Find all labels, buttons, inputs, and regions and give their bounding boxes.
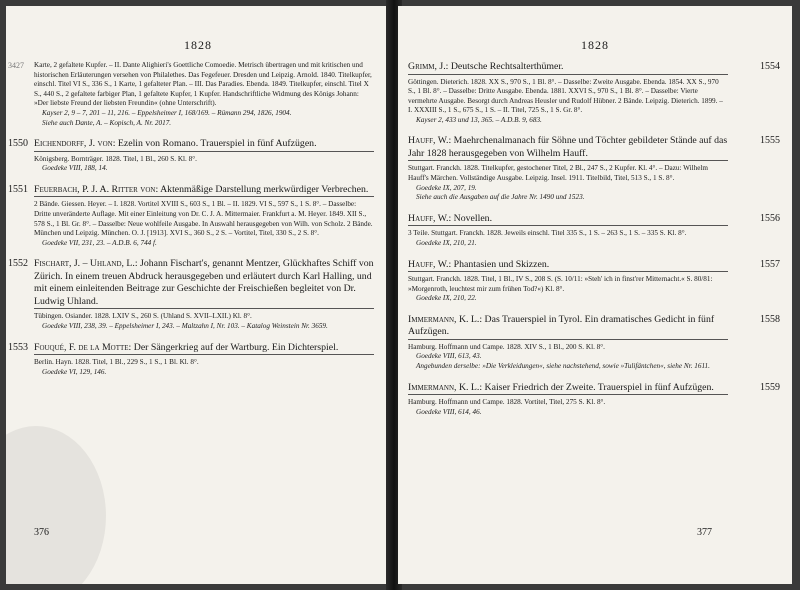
- catalog-entry: [408, 212, 780, 249]
- entry-ref: Goedeke VIII, 613, 43.: [416, 352, 482, 361]
- entry-body: Stuttgart. Franckh. 1828. Titel, 1 Bl., IV S., 208 S. (S. 10/11: »Steh' ich in finst'rer Mitternacht.« S. 80/81: »Morgenroth, leuchtest mir zum frühen Tod?«) Kl. 8°.: [408, 275, 713, 293]
- entry-title: [34, 342, 374, 356]
- entry-ref: Angebunden derselbe: »Die Verkleidungen«, siehe nachstehend, sowie »Tulifäntchen«, siehe Nr. 1611.: [416, 362, 710, 370]
- entry-title: [408, 259, 728, 273]
- entry-author: Fouqué, F. de la Motte:: [34, 341, 132, 353]
- page-number: 376: [34, 527, 49, 538]
- page-content: [408, 61, 780, 427]
- catalog-entry: [408, 61, 780, 125]
- entry-title-text: Johann Fischart's, genannt Mentzer, Glückhaftes Schiff von Zürich. In einem treuen Abdruck herausgegeben und erläutert durch Karl Halling, und mit einem einleitenden Beitrage zur Geschichte der Freischießen begleitet von Dr. Ludwig Uhland.: [34, 258, 374, 307]
- entry-title-text: Der Sängerkrieg auf der Wartburg. Ein Dichterspiel.: [133, 341, 339, 353]
- entry-body: Berlin. Hayn. 1828. Titel, 1 Bl., 229 S., 1 S., 1 Bl. Kl. 8°.: [34, 358, 199, 366]
- catalog-entry: [8, 258, 374, 331]
- entry-title: [408, 382, 728, 396]
- entry-title-text: Das Trauerspiel in Tyrol. Ein dramatisches Gedicht in fünf Aufzügen.: [408, 313, 715, 338]
- entry-body: Tübingen. Osiander. 1828. LXIV S., 260 S. (Uhland S. XVII–LXII.) Kl. 8°.: [34, 312, 252, 321]
- entry-number: 1553: [8, 341, 28, 353]
- margin-mark: 3427: [8, 61, 24, 70]
- catalog-entry: [8, 341, 374, 378]
- right-page: [398, 6, 792, 584]
- entry-title: [408, 61, 728, 75]
- entry-body: 2 Bände. Giessen. Heyer. – I. 1828. Vortitel XVIII S., 603 S., 1 Bl. – II. 1829. VI S., 597 S., 1 S. 8°. – Dasselbe: Dritte unveränderte Auflage. Mit einer Einleitung von Dr. C. J. A. Mittermaier. Frankfurt a. M. Heyer. 1849. XII S., 578 S., 1 Bl. Gr. 8°. – Dasselbe: Neue wohlfeile Ausgabe. In Auswahl herausgegeben von Wilh. von Scholz. 2 Bände. München und Leipzig. München. O. J. [1913]. XVI S., 360 S., 2 S. – Vortitel, Titel, 330 S., 2 S. 8°.: [34, 200, 373, 238]
- entry-title: [34, 184, 374, 198]
- catalog-entry: [408, 258, 780, 304]
- page-stain: [6, 426, 106, 584]
- entry-number: 1556: [760, 212, 780, 224]
- entry-ref: Goedeke VII, 231, 23. – A.D.B. 6, 744 f.: [42, 238, 157, 247]
- catalog-entry: [8, 183, 374, 248]
- entry-author: Hauff, W.:: [408, 258, 452, 270]
- entry-number: 1550: [8, 138, 28, 150]
- entry-number: 1555: [760, 135, 780, 147]
- catalog-entry: [408, 313, 780, 372]
- entry-body: Karte, 2 gefaltete Kupfer. – II. Dante Alighieri's Goettliche Comoedie. Metrisch übertragen und mit kritischen und historischen Erläuterungen versehen von Philalethes. Das Fegefeuer. Dresden und Leipzig. Arnold. 1840. Titelkupfer, einschl. Titel VI S., 336 S., 1 Karte, 1 gefalteter Plan. – III. Das Paradies. Ebenda. 1849. Titelkupfer, einschl. Titel X S., 440 S., 2 gefaltete farbiger Plan, 1 gefaltete Kupfer, 1 Kupfer. Handschriftliche Widmung des Königs Johann: »Der liebste Freund der liebsten Freundin« (ohne Unterschrift).: [34, 61, 372, 108]
- entry-body: Hamburg. Hoffmann und Campe. 1828. Vortitel, Titel, 275 S. Kl. 8°.: [408, 398, 606, 407]
- entry-number: 1557: [760, 258, 780, 270]
- entry-body: Königsberg. Bornträger. 1828. Titel, 1 Bl., 260 S. Kl. 8°.: [34, 154, 197, 163]
- entry-ref: Siehe auch die Ausgaben auf die Jahre Nr. 1490 und 1523.: [416, 193, 585, 202]
- page-content: [8, 61, 374, 387]
- entry-ref: Kayser 2, 433 und 13, 365. – A.D.B. 9, 683.: [416, 115, 542, 124]
- running-head: 1828: [581, 38, 609, 52]
- entry-title-text: Maehrchenalmanach für Söhne und Töchter gebildeter Stände auf das Jahr 1828 herausgegeben von Wilhelm Hauff.: [408, 135, 728, 159]
- entry-author: Fischart, J. – Uhland, L.:: [34, 258, 138, 270]
- entry-number: 1558: [760, 313, 780, 325]
- entry-title: [408, 213, 728, 227]
- entry-author: Hauff, W.:: [408, 135, 452, 147]
- entry-number: 1551: [8, 183, 28, 195]
- entry-number: 1559: [760, 381, 780, 393]
- entry-title-text: Ezelin von Romano. Trauerspiel in fünf Aufzügen.: [117, 138, 317, 150]
- entry-title: [34, 258, 374, 309]
- entry-author: Eichendorff, J. von:: [34, 138, 116, 150]
- entry-ref: Goedeke VIII, 614, 46.: [416, 407, 482, 416]
- entry-title-text: Deutsche Rechtsalterthümer.: [450, 61, 564, 72]
- entry-ref: Siehe auch Dante, A. – Kopisch, A. Nr. 2017.: [42, 118, 172, 127]
- entry-title-text: Aktenmäßige Darstellung merkwürdiger Verbrechen.: [160, 183, 369, 195]
- entry-ref: Goedeke VIII, 188, 14.: [42, 164, 108, 173]
- entry-ref: Kayser 2, 9 – 7, 201 – 11, 216. – Eppelsheimer I, 168/169. – Rümann 294, 1826, 1904.: [42, 108, 292, 117]
- entry-author: Feuerbach, P. J. A. Ritter von:: [34, 183, 159, 195]
- left-page: [6, 6, 390, 584]
- entry-ref: Goedeke IX, 207, 19.: [416, 183, 477, 192]
- entry-title-text: Phantasien und Skizzen.: [453, 258, 550, 270]
- entry-ref: Goedeke VIII, 238, 39. – Eppelsheimer I, 243. – Maltzahn I, Nr. 103. – Katalog Weinstein Nr. 3659.: [42, 321, 328, 330]
- entry-number: 1554: [760, 61, 780, 72]
- entry-body: Göttingen. Dieterich. 1828. XX S., 970 S., 1 Bl. 8°. – Dasselbe: Zweite Ausgabe. Ebenda. 1854. XX S., 970 S., 1 Bl. 8°. – Dasselbe: Dritte Ausgabe. Ebenda. 1881. XXVI S., 970 S., 1 Bl. 8°. – Dasselbe: Vierte vermehrte Ausgabe. Besorgt durch Andreas Heusler und Rudolf Hübner. 2 Bände. Leipzig. Dieterich. 1899. – I. XXXIII S., 1 S., 675 S., 1 S. – II. Titel, 725 S., 1 S. Gr. 8°.: [408, 77, 723, 115]
- entry-title-text: Novellen.: [453, 212, 493, 224]
- entry-title: [408, 135, 728, 161]
- entry-author: Grimm, J.:: [408, 61, 449, 72]
- catalog-entry: [8, 138, 374, 174]
- entry-body: Stuttgart. Franckh. 1828. Titelkupfer, gestochener Titel, 2 Bl., 247 S., 2 Kupfer. Kl. 4°. – Dazu: Wilhelm Hauff's Märchen. Vollständige Ausgabe. Leipzig. Insel. 1911. Titelbild, Titel, 513 S., 1 S. 8°.: [408, 164, 709, 183]
- entry-title-text: Kaiser Friedrich der Zweite. Trauerspiel in fünf Aufzügen.: [484, 381, 714, 393]
- catalog-entry: [408, 135, 780, 202]
- entry-ref: Goedeke IX, 210, 22.: [416, 294, 477, 303]
- entry-title: [34, 138, 374, 152]
- running-head: 1828: [184, 38, 212, 52]
- entry-title: [408, 314, 728, 340]
- catalog-entry: [408, 381, 780, 418]
- entry-ref: Goedeke VI, 129, 146.: [42, 367, 107, 376]
- entry-body: Hamburg. Hoffmann und Campe. 1828. XIV S., 1 Bl., 200 S. Kl. 8°.: [408, 342, 605, 351]
- entry-author: Hauff, W.:: [408, 212, 452, 224]
- entry-author: Immermann, K. L.:: [408, 381, 483, 393]
- entry-body: 3 Teile. Stuttgart. Franckh. 1828. Jeweils einschl. Titel 335 S., 1 S. – 263 S., 1 S. – 335 S. Kl. 8°.: [408, 229, 687, 238]
- entry-ref: Goedeke IX, 210, 21.: [416, 238, 477, 247]
- entry-author: Immermann, K. L.:: [408, 313, 483, 325]
- continuation-entry: [8, 61, 374, 128]
- page-number: 377: [697, 527, 712, 538]
- entry-number: 1552: [8, 258, 28, 270]
